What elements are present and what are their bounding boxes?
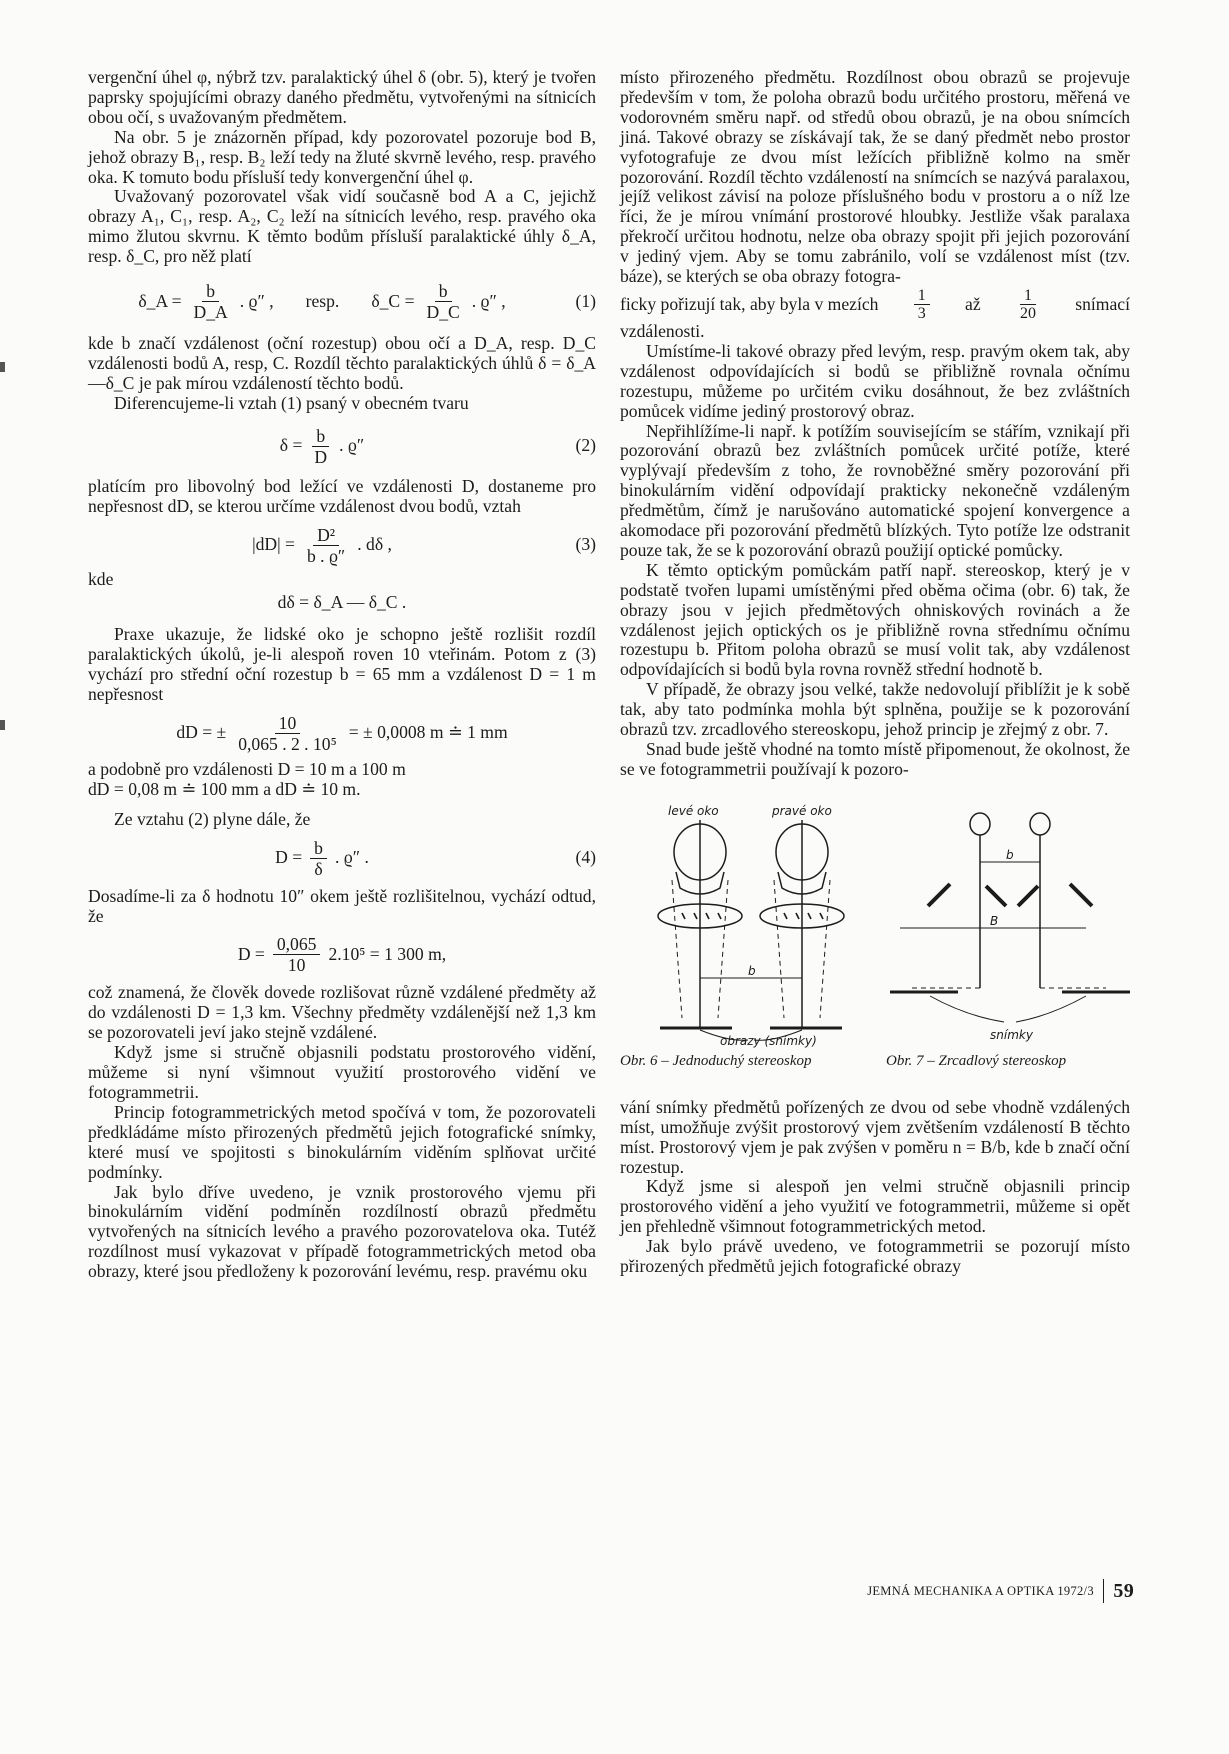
equation-4 bbox=[88, 838, 596, 879]
paragraph: místo přirozeného předmětu. Rozdílnost obou obrazů se projevuje především v tom, že poloha obrazů bodu určitého prostoru, měřená ve vodorovném směru např. od středů obou obrazů, je na obou snímcích jiná. Takové obrazy se získávají tak, že se daný předmět nebo prostor vyfotografuje ze dvou míst ležících přibližně kolmo na směr pozorování. Rozdíl těchto vzdáleností na snímcích se nazývá paralaxou, jejíž velikost závisí na poloze příslušného bodu v prostoru a o níž lze říci, že je mírou vnímání prostorové hloubky. Jestliže však paralaxa překročí určitou hodnotu, nelze oba obrazy spojit při jejich pozorování v jediný vjem. Aby se tomu zabránilo, volí se vzdálenost míst (tzv. báze), se kterých se oba obrazy fotogra- bbox=[620, 67, 1130, 287]
paragraph: kde b značí vzdálenost (oční rozestup) obou očí a D_A, resp. D_C vzdálenosti bodů A, resp, C. Rozdíl těchto paralaktických úhlů δ = δ_A—δ_C je pak mírou vzdáleností těchto bodů. bbox=[88, 333, 596, 393]
paragraph: a podobně pro vzdálenosti D = 10 m a 100 m bbox=[88, 758, 406, 779]
page-footer bbox=[867, 1579, 1134, 1603]
footer-divider bbox=[1103, 1579, 1105, 1603]
paragraph: vání snímky předmětů pořízených ze dvou od sebe vhodně vzdálených míst, umožňuje zvýšit prostorový vjem zvětšením vzdáleností B těchto míst. Prostorový vjem je pak zvýšen v poměru n = B/b, kde b značí oční rozestup. bbox=[620, 1096, 1130, 1177]
equation-kde: dδ = δ_A — δ_C . bbox=[277, 592, 407, 613]
paragraph: Nepřihlížíme-li např. k potížím souvisejícím se stářím, vznikají při pozorování obrazů bez zvláštních pomůcek určité potíže, které vyplývají především z toho, že rovnoběžné směry pozorování při binokulárním vidění odpovídají prakticky nekonečně vzdáleným předmětům, čímž je narušováno automatické spojení konvergence a akomodace při pozorování předmětů blízkých. Tyto potíže lze odstranit pouze tak, že se k pozorování obrazů použijí optické pomůcky. bbox=[620, 420, 1130, 560]
equation-number: (3) bbox=[575, 534, 596, 555]
fraction: $\frac{b}{D}$ bbox=[310, 426, 331, 467]
paragraph: Ze vztahu (2) plyne dále, že bbox=[114, 808, 311, 829]
scan-edge-mark bbox=[0, 720, 5, 730]
fraction: $\frac{b}{\delta}$ bbox=[310, 838, 327, 879]
paragraph: V případě, že obrazy jsou velké, takže nedovolují přiblížit je k sobě tak, aby tato podmínka mohla být splněna, použije se k pozorování obrazů tzv. zrcadlového stereoskopu, jehož princip je zřejmý z obr. 7. bbox=[620, 679, 1130, 740]
eq-tail: . dδ , bbox=[357, 534, 392, 555]
text-run: až bbox=[965, 293, 981, 314]
page-number: 59 bbox=[1113, 1579, 1134, 1602]
paragraph: Když jsme si alespoň jen velmi stručně objasnili princip prostorového vidění a jeho využití ve fotogrammetrii, můžeme si opět jen přehledně všimnout fotogrammetrických metod. bbox=[620, 1176, 1130, 1237]
paragraph: Umístíme-li takové obrazy před levým, resp. pravým okem tak, aby vzdálenost odpovídajících si bodů se přibližně rovnala očnímu rozestupu, můžeme po určitém cviku dosáhnout, že bez zvláštních pomůcek vidíme jediný prostorový obraz. bbox=[620, 340, 1130, 421]
equation-dD bbox=[88, 713, 596, 754]
fig7-B-label: B bbox=[990, 913, 999, 928]
eq-lhs: δ = bbox=[279, 435, 303, 456]
paragraph: Na obr. 5 je znázorněn případ, kdy pozorovatel pozoruje bod B, jehož obrazy B₁, resp. B₂ leží tedy na žluté skvrně levého, resp. pravého oka. K tomuto bodu přísluší tedy konvergenční úhel φ. bbox=[88, 126, 596, 187]
left-column bbox=[88, 68, 596, 1282]
fig7-caption: Obr. 7 – Zrcadlový stereoskop bbox=[886, 1052, 1067, 1069]
paragraph: platícím pro libovolný bod ležící ve vzdálenosti D, dostaneme pro nepřesnost dD, se kterou určíme vzdálenost dvou bodů, vztah bbox=[88, 475, 596, 516]
paragraph: Princip fotogrammetrických metod spočívá v tom, že pozorovateli předkládáme místo přirozených předmětů jejich fotografické snímky, které musí ve spojitosti s binokulárním viděním splňovat určité podmínky. bbox=[88, 1101, 596, 1182]
eq-lhs: D = bbox=[275, 847, 303, 868]
eq-tail: . ϱ″ bbox=[339, 435, 365, 456]
fig7-images-label: snímky bbox=[990, 1027, 1033, 1042]
equation-number: (1) bbox=[575, 290, 596, 311]
journal-name: JEMNÁ MECHANIKA A OPTIKA 1972/3 bbox=[867, 1583, 1094, 1598]
fraction: $\frac{1}{3}$ bbox=[914, 287, 930, 322]
figures bbox=[620, 788, 1130, 1088]
paragraph: Jak bylo právě uvedeno, ve fotogrammetrii se pozorují místo přirozených předmětů jejich fotografické obrazy bbox=[620, 1236, 1130, 1277]
paragraph: Dosadíme-li za δ hodnotu 10″ okem ještě rozlišitelnou, vychází odtud, že bbox=[88, 885, 596, 926]
paragraph-line-with-fractions bbox=[620, 287, 1130, 322]
text-run: snímací bbox=[1075, 293, 1130, 314]
figure-6 bbox=[620, 788, 880, 1088]
fraction: $\frac{1}{20}$ bbox=[1019, 286, 1036, 322]
figure-7-drawing bbox=[886, 788, 1130, 1050]
eq-tail: . ϱ″ , bbox=[471, 290, 506, 311]
eq-lhs: dD = ± bbox=[176, 722, 227, 743]
equation-3 bbox=[88, 525, 596, 566]
eq-lhs: |dD| = bbox=[252, 534, 295, 555]
equation-number: (4) bbox=[575, 847, 596, 868]
fraction: $\frac{b}{D\_C}$ bbox=[426, 281, 460, 323]
text-run: ficky pořizují tak, aby byla v mezích bbox=[620, 293, 879, 314]
paragraph: Diferencujeme-li vztah (1) psaný v obecném tvaru bbox=[114, 392, 469, 413]
paragraph: vzdálenosti. bbox=[620, 320, 705, 341]
eq-resp: resp. bbox=[305, 290, 340, 311]
fig6-b-label: b bbox=[748, 963, 756, 978]
paragraph: vergenční úhel φ, nýbrž tzv. paralaktický úhel δ (obr. 5), který je tvořen paprsky spojujícími obrazy daného předmětu, vytvořenými na sítnicích obou očí, s uvažovaným předmětem. bbox=[88, 67, 596, 127]
eq-tail: . ϱ″ . bbox=[334, 847, 369, 868]
eq-lhs: δ_C = bbox=[371, 290, 415, 311]
paragraph: Když jsme si stručně objasnili podstatu prostorového vidění, můžeme si nyní všimnout využití prostorového vidění ve fotogrammetrii. bbox=[88, 1042, 596, 1102]
paragraph: Uvažovaný pozorovatel však vidí současně bod A a C, jejichž obrazy A₁, C₁, resp. A₂, C₂ leží na sítnicích levého, resp. pravého oka mimo žlutou skvrnu. K těmto bodům přísluší paralaktické úhly δ_A, resp. δ_C, pro něž platí bbox=[88, 186, 596, 267]
paragraph: Jak bylo dříve uvedeno, je vznik prostorového vjemu při binokulárním vidění podmíněn rozdílností obrazů předmětu vytvořených na sítnicích levého a pravého pozorovatelova oka. Tutéž rozdílnost musí vykazovat v případě fotogrammetrických metod oba obrazy, které jsou předloženy k pozorování levému, resp. pravému oku bbox=[88, 1181, 596, 1282]
fig6-right-eye-label: pravé oko bbox=[772, 803, 832, 818]
fig6-left-eye-label: levé oko bbox=[668, 803, 719, 818]
eq-tail: = ± 0,0008 m ≐ 1 mm bbox=[348, 722, 508, 743]
fraction: $\frac{b}{D\_A}$ bbox=[193, 281, 228, 323]
figure-7 bbox=[886, 788, 1130, 1088]
eq-tail: 2.10⁵ = 1 300 m, bbox=[328, 944, 447, 965]
right-column bbox=[620, 68, 1130, 1277]
eq-lhs: D = bbox=[237, 944, 265, 965]
paragraph: dD = 0,08 m ≐ 100 mm a dD ≐ 10 m. bbox=[88, 778, 361, 799]
fraction: $\frac{\text{D²}}{b . ϱ''}$ bbox=[306, 524, 346, 566]
fraction: $\frac{10}{\text{0,065 . 2 . 10⁵}}$ bbox=[238, 712, 337, 754]
paragraph: Praxe ukazuje, že lidské oko je schopno ještě rozlišit rozdíl paralaktických úkolů, je-li alespoň roven 10 vteřinám. Potom z (3) vychází pro střední oční rozestup b = 65 mm a vzdálenost D = 1 m nepřesnost bbox=[88, 624, 596, 705]
eq-lhs: δ_A = bbox=[138, 290, 182, 311]
equation-5 bbox=[88, 934, 596, 975]
fig7-b-label: b bbox=[1006, 847, 1014, 862]
scan-edge-mark bbox=[0, 362, 5, 372]
fraction: $\frac{0,065}{10}$ bbox=[273, 934, 321, 975]
paragraph: což znamená, že člověk dovede rozlišovat různě vzdálené předměty až do vzdálenosti D = 1,3 km. Všechny předměty vzdálenější než 1,3 km se pozorovateli jeví jako stejně vzdálené. bbox=[88, 982, 596, 1043]
equation-number: (2) bbox=[575, 435, 596, 456]
equation-2 bbox=[88, 426, 596, 467]
figure-6-drawing bbox=[620, 788, 880, 1050]
kde-label: kde bbox=[88, 568, 114, 589]
fig6-caption: Obr. 6 – Jednoduchý stereoskop bbox=[620, 1052, 812, 1069]
paragraph: Snad bude ještě vhodné na tomto místě připomenout, že okolnost, že se ve fotogrammetrii používají k pozoro- bbox=[620, 739, 1130, 779]
equation-1 bbox=[88, 281, 596, 322]
fig6-images-label: obrazy (snímky) bbox=[720, 1033, 817, 1048]
eq-tail: . ϱ″ , bbox=[239, 290, 274, 311]
paragraph: K těmto optickým pomůckám patří např. stereoskop, který je v podstatě tvořen lupami umístěnými před oběma očima (obr. 6) tak, že obrazy jsou v jejich předmětových ohniskových rovinách a že vzdálenost jejich optických os je přibližně rovna střednímu očnímu rozestupu b. Přitom poloha obrazů se musí volit tak, aby vzdálenost odpovídajících si bodů byla rovna rovněž střední hodnotě b. bbox=[620, 559, 1130, 680]
